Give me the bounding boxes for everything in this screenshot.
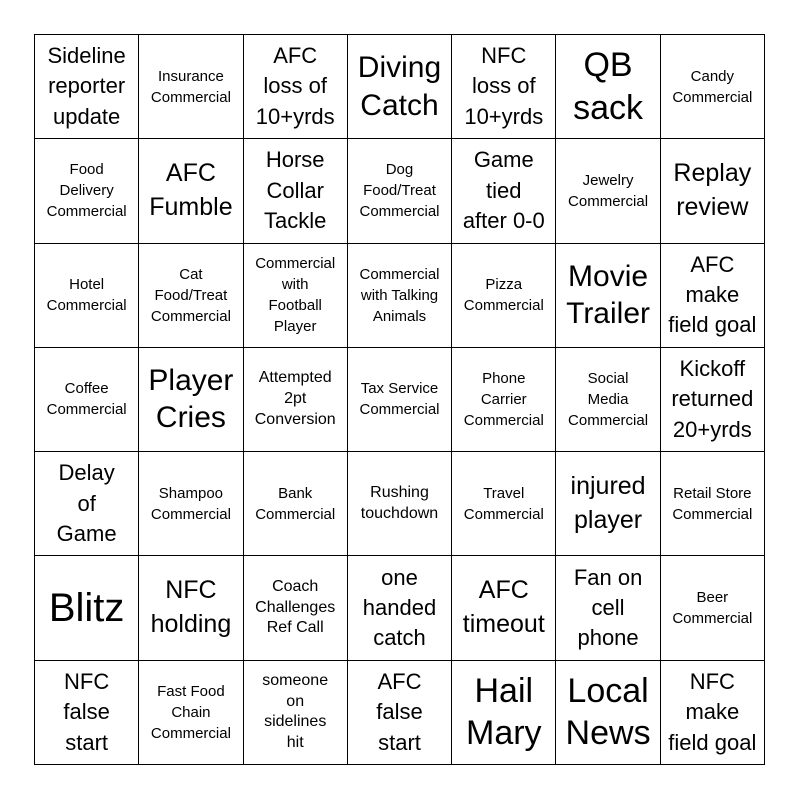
bingo-cell[interactable]: NFC loss of 10+yrds	[452, 35, 556, 139]
bingo-cell[interactable]: Phone Carrier Commercial	[452, 348, 556, 452]
bingo-cell[interactable]: Fast Food Chain Commercial	[139, 661, 243, 765]
bingo-cell[interactable]: AFC make field goal	[661, 244, 765, 348]
bingo-cell[interactable]: Hotel Commercial	[35, 244, 139, 348]
bingo-cell[interactable]: Coffee Commercial	[35, 348, 139, 452]
bingo-cell[interactable]: Beer Commercial	[661, 556, 765, 660]
bingo-cell[interactable]: Game tied after 0-0	[452, 139, 556, 243]
bingo-cell[interactable]: Tax Service Commercial	[348, 348, 452, 452]
bingo-cell[interactable]: Candy Commercial	[661, 35, 765, 139]
bingo-cell[interactable]: Hail Mary	[452, 661, 556, 765]
bingo-cell[interactable]: Replay review	[661, 139, 765, 243]
bingo-cell[interactable]: Shampoo Commercial	[139, 452, 243, 556]
bingo-board	[34, 34, 765, 765]
bingo-cell[interactable]: AFC Fumble	[139, 139, 243, 243]
bingo-cell[interactable]: Cat Food/Treat Commercial	[139, 244, 243, 348]
bingo-cell[interactable]: one handed catch	[348, 556, 452, 660]
bingo-cell[interactable]: Diving Catch	[348, 35, 452, 139]
bingo-cell[interactable]: Horse Collar Tackle	[244, 139, 348, 243]
bingo-cell[interactable]: Kickoff returned 20+yrds	[661, 348, 765, 452]
bingo-cell[interactable]: Dog Food/Treat Commercial	[348, 139, 452, 243]
bingo-cell[interactable]: Blitz	[35, 556, 139, 660]
bingo-cell[interactable]: NFC holding	[139, 556, 243, 660]
bingo-cell[interactable]: Travel Commercial	[452, 452, 556, 556]
bingo-cell[interactable]: Insurance Commercial	[139, 35, 243, 139]
bingo-cell[interactable]: someone on sidelines hit	[244, 661, 348, 765]
bingo-cell[interactable]: AFC false start	[348, 661, 452, 765]
bingo-cell[interactable]: Local News	[556, 661, 660, 765]
bingo-cell[interactable]: Commercial with Football Player	[244, 244, 348, 348]
bingo-cell[interactable]: Attempted 2pt Conversion	[244, 348, 348, 452]
bingo-cell[interactable]: AFC timeout	[452, 556, 556, 660]
bingo-cell[interactable]: Jewelry Commercial	[556, 139, 660, 243]
bingo-cell[interactable]: Fan on cell phone	[556, 556, 660, 660]
bingo-cell[interactable]: Pizza Commercial	[452, 244, 556, 348]
bingo-cell[interactable]: Sideline reporter update	[35, 35, 139, 139]
bingo-cell[interactable]: injured player	[556, 452, 660, 556]
bingo-cell[interactable]: AFC loss of 10+yrds	[244, 35, 348, 139]
bingo-cell[interactable]: Bank Commercial	[244, 452, 348, 556]
bingo-cell[interactable]: Delay of Game	[35, 452, 139, 556]
bingo-cell[interactable]: NFC false start	[35, 661, 139, 765]
bingo-cell[interactable]: Coach Challenges Ref Call	[244, 556, 348, 660]
bingo-cell[interactable]: Player Cries	[139, 348, 243, 452]
bingo-cell[interactable]: Rushing touchdown	[348, 452, 452, 556]
bingo-cell[interactable]: QB sack	[556, 35, 660, 139]
bingo-cell[interactable]: NFC make field goal	[661, 661, 765, 765]
bingo-cell[interactable]: Retail Store Commercial	[661, 452, 765, 556]
bingo-cell[interactable]: Commercial with Talking Animals	[348, 244, 452, 348]
bingo-cell[interactable]: Movie Trailer	[556, 244, 660, 348]
bingo-cell[interactable]: Food Delivery Commercial	[35, 139, 139, 243]
bingo-cell[interactable]: Social Media Commercial	[556, 348, 660, 452]
